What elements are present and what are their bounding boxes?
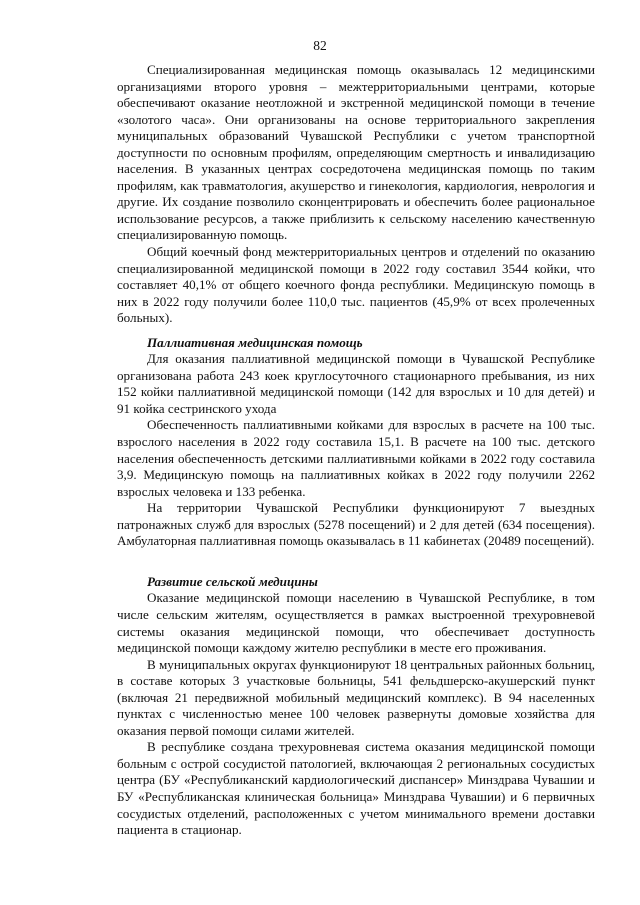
heading-palliative-care: Паллиативная медицинская помощь (147, 334, 363, 350)
heading-rural-medicine: Развитие сельской медицины (147, 573, 318, 589)
paragraph-bed-fund: Общий коечный фонд межтерриториальных центров и отделений по оказанию специализированной медицинской помощи в 2022 году составил 3544 койки, что составляет 40,1% от общего коечного фонда республики. Медицинскую помощь в них в 2022 году получили более 110,0 тыс. пациентов (45,9% от всех пролеченных больных). (117, 244, 595, 326)
paragraph-three-level-system: Оказание медицинской помощи населению в Чувашской Республике, в том числе сельским жителям, осуществляется в рамках выстроенной трехуровневой системы оказания медицинской помощи, что обеспечивает доступность медицинской помощи каждому жителю республики в месте его проживания. (117, 590, 595, 656)
paragraph-district-hospitals: В муниципальных округах функционируют 18 центральных районных больниц, в составе которых 3 участковые больницы, 541 фельдшерско-акушерский пункт (включая 21 передвижной мобильный медицинский комплекс). В 94 населенных пунктах с численностью менее 100 человек развернуты домовые хозяйства для оказания первой помощи силами жителей. (117, 656, 596, 738)
paragraph-palliative-provision: Обеспеченность паллиативными койками для взрослых в расчете на 100 тыс. взрослого населения в 2022 году составила 15,1. В расчете на 100 тыс. детского населения обеспеченность детскими паллиативными койками в 2022 году составила 3,9. Медицинскую помощь на паллиативных койках в 2022 году получили 2262 взрослых человека и 133 ребенка. (117, 417, 595, 499)
paragraph-specialized-care: Специализированная медицинская помощь оказывалась 12 медицинскими организациями второго уровня – межтерриториальными центрами, которые обеспечивают оказание неотложной и экстренной медицинской помощи в течение «золотого часа». Они организованы на основе территориального закрепления муниципальных образований Чувашской Республики с учетом транспортной доступности по основным профилям, определяющим смертность и инвалидизацию населения. В указанных центрах сосредоточена медицинская помощь по таким профилям, как травматология, акушерство и гинекология, кардиология, неврология и другие. Их создание позволило сконцентрировать и обеспечить более рациональное использование ресурсов, а также приблизить к сельскому населению качественную специализированную помощь. (117, 62, 595, 243)
page-number: 82 (313, 38, 327, 53)
paragraph-vascular-centers: В республике создана трехуровневая система оказания медицинской помощи больным с острой сосудистой патологией, включающая 2 региональных сосудистых центра (БУ «Республиканский кардиологический диспансер» Минздрава Чувашии и БУ «Республиканская клиническая больница» Минздрава Чувашии) и 6 первичных сосудистых отделений, расположенных с учетом минимального времени доставки пациента в стационар. (117, 739, 595, 838)
page-content (117, 62, 595, 839)
paragraph-palliative-beds: Для оказания паллиативной медицинской помощи в Чувашской Республике организована работа 243 коек круглосуточного стационарного пребывания, из них 152 койки паллиативной медицинской помощи (142 для взрослых и 10 для детей) и 91 койка сестринского ухода (117, 351, 595, 416)
section-gap (117, 327, 595, 335)
paragraph-patronage-services: На территории Чувашской Республики функционируют 7 выездных патронажных служб для взрослых (5278 посещений) и 2 для детей (634 посещения). Амбулаторная паллиативная помощь оказывалась в 11 кабинетах (20489 посещений). (117, 500, 595, 549)
section-gap (117, 550, 595, 574)
